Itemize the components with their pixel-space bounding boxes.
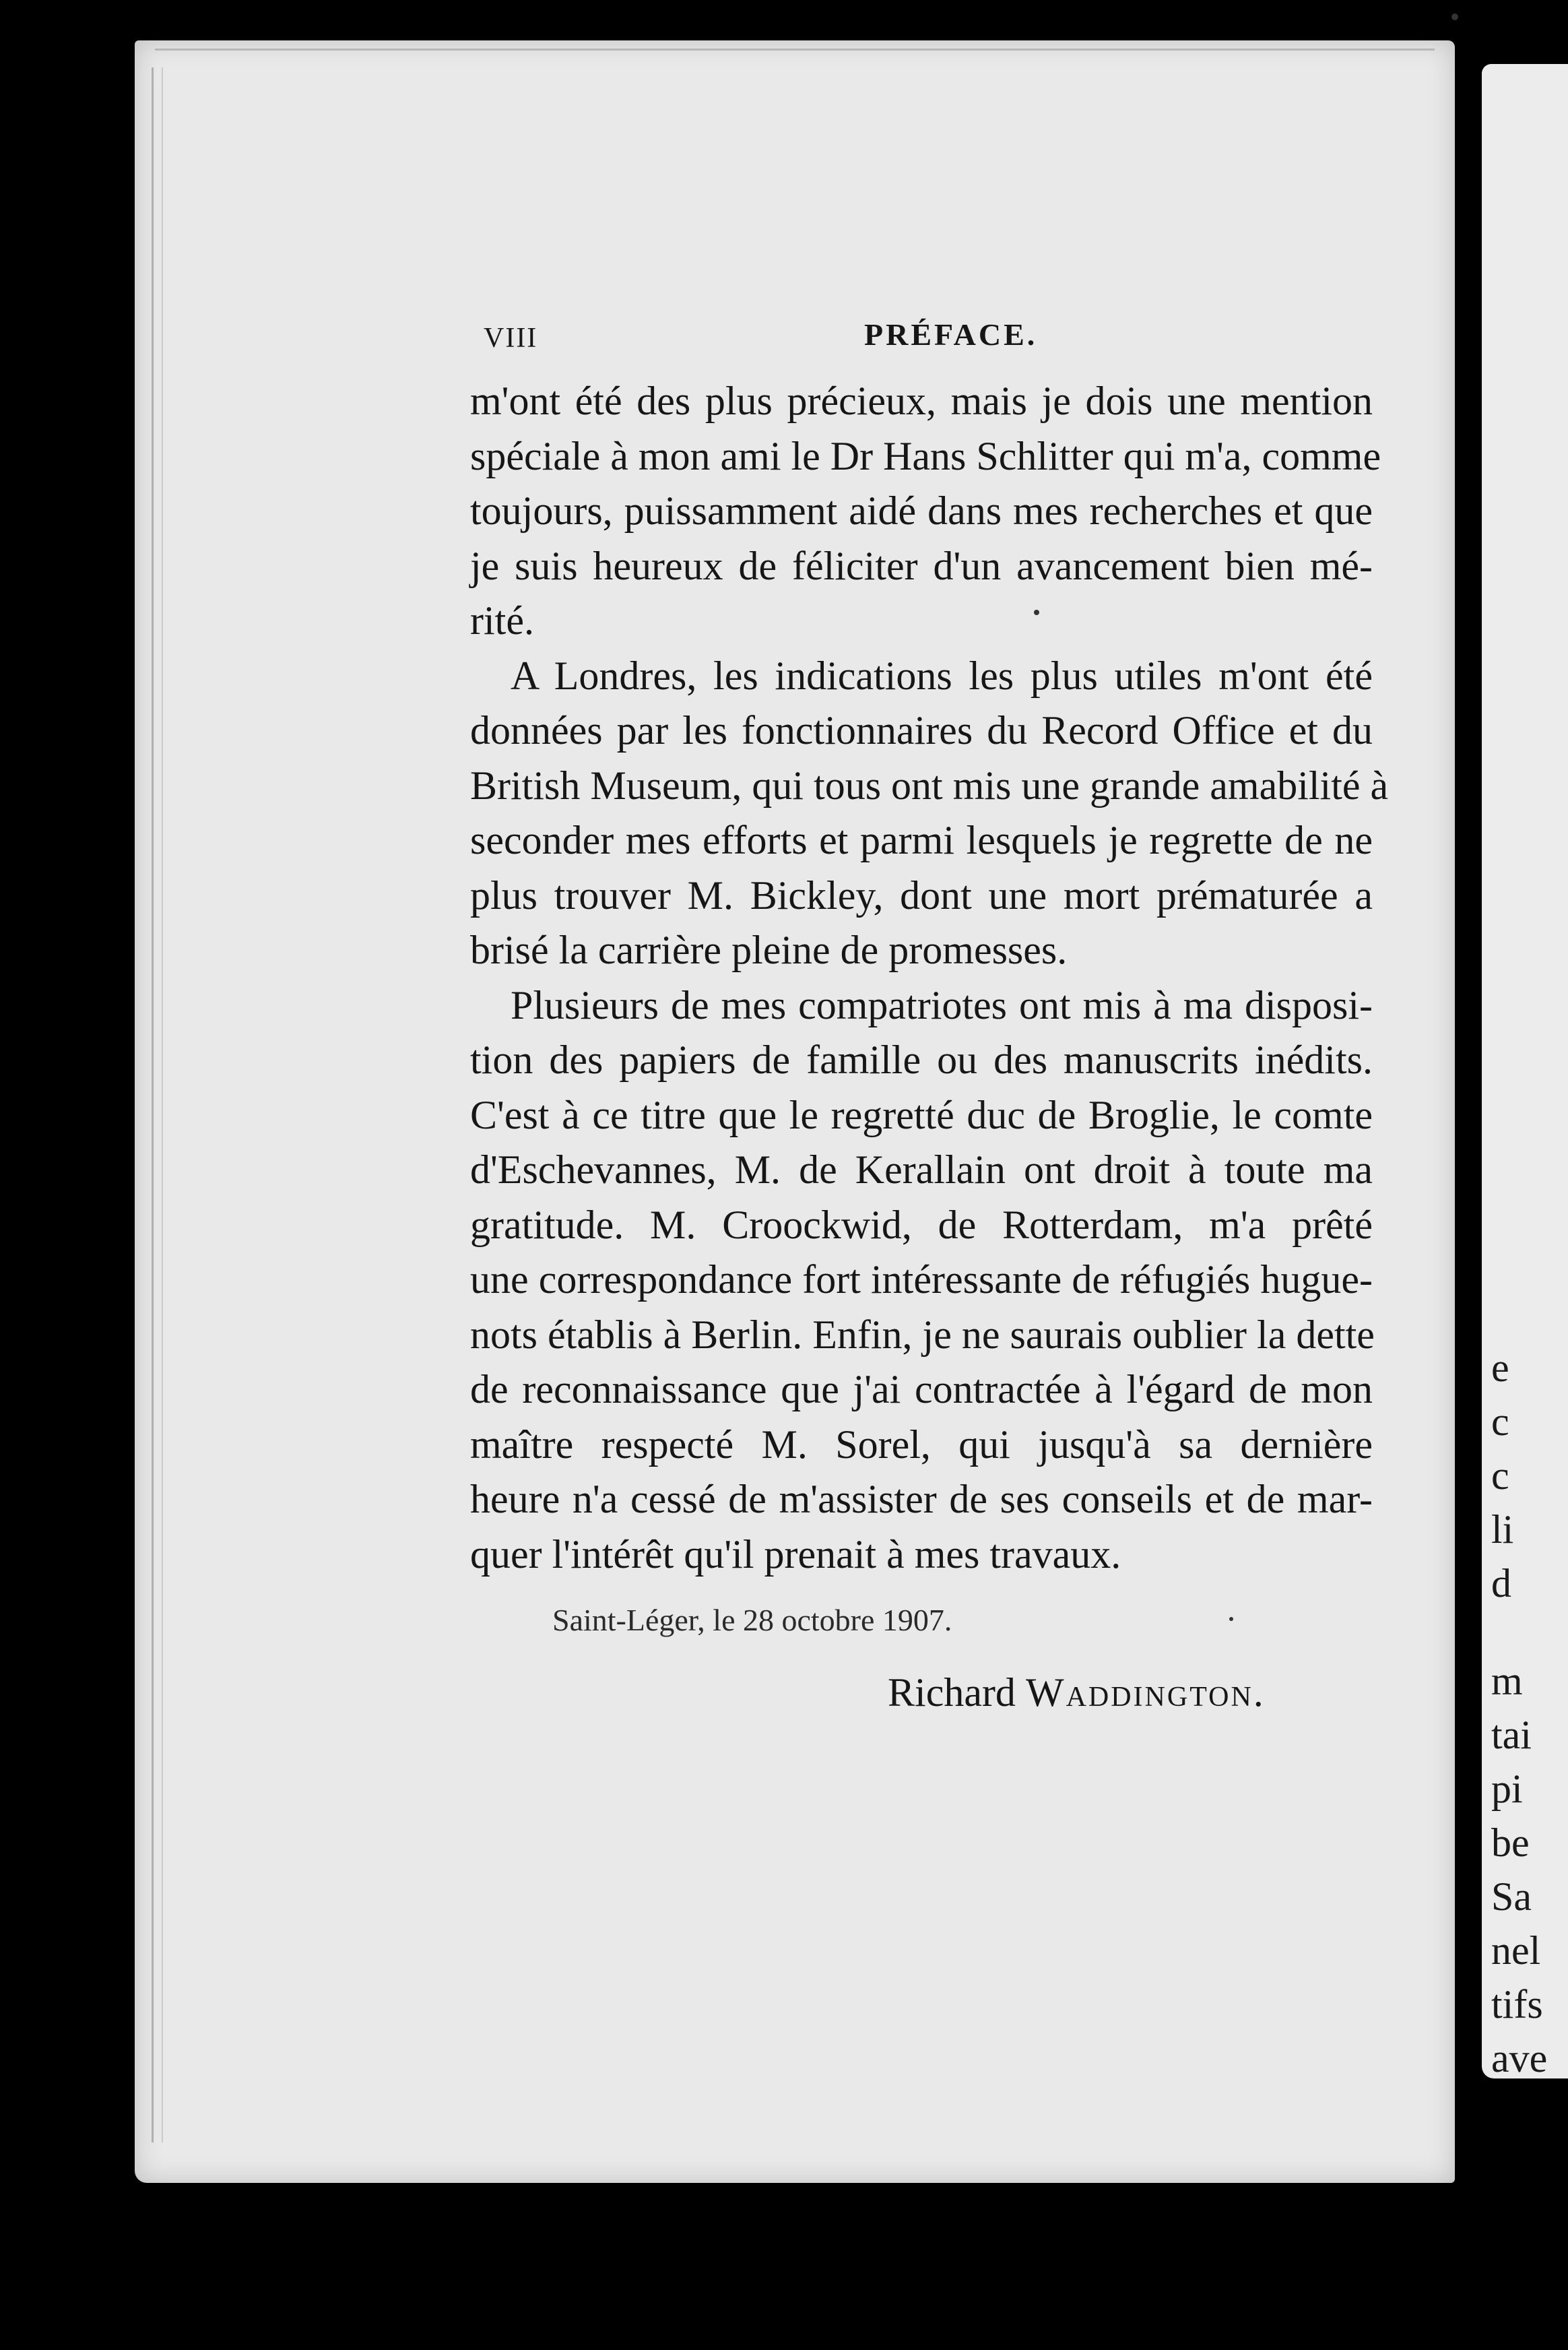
adjacent-fragment: be bbox=[1491, 1820, 1530, 1865]
text-line: Plusieurs de mes compatriotes ont mis à ma disposi- bbox=[511, 982, 1373, 1027]
adjacent-fragment: ave bbox=[1491, 2036, 1548, 2078]
text-line: A Londres, les indications les plus utiles m'ont été bbox=[511, 653, 1373, 698]
text-line: quer l'intérêt qu'il prenait à mes travaux. bbox=[470, 1531, 1121, 1577]
text-line: d'Eschevannes, M. de Kerallain ont droit à toute ma bbox=[470, 1147, 1373, 1192]
text-line: C'est à ce titre que le regretté duc de Broglie, le comte bbox=[470, 1092, 1373, 1137]
page-top-edge bbox=[155, 49, 1435, 56]
scan-speck bbox=[1034, 610, 1039, 615]
text-line: une correspondance fort intéressante de réfugiés hugue- bbox=[470, 1257, 1373, 1302]
text-line: plus trouver M. Bickley, dont une mort prématurée a bbox=[470, 872, 1373, 918]
running-head bbox=[484, 317, 1568, 364]
signature bbox=[888, 1670, 1266, 1716]
text-line: je suis heureux de féliciter d'un avancement bien mé- bbox=[470, 543, 1373, 588]
text-line: nots établis à Berlin. Enfin, je ne saurais oublier la dette bbox=[470, 1312, 1375, 1357]
text-line: tion des papiers de famille ou des manuscrits inédits. bbox=[470, 1038, 1373, 1082]
dateline: Saint-Léger, le 28 octobre 1907. bbox=[552, 1603, 952, 1637]
text-line: maître respecté M. Sorel, qui jusqu'à sa dernière bbox=[470, 1422, 1373, 1467]
text-line: données par les fonctionnaires du Record Office et du bbox=[470, 708, 1373, 753]
adjacent-fragment: Sa bbox=[1491, 1874, 1532, 1919]
text-line: m'ont été des plus précieux, mais je dois une mention bbox=[470, 379, 1373, 423]
scan-speck bbox=[1229, 1617, 1233, 1621]
scan-speck bbox=[1451, 13, 1458, 20]
adjacent-fragment: c bbox=[1491, 1399, 1509, 1444]
adjacent-fragment: e bbox=[1491, 1345, 1509, 1390]
signature-last-name: Waddington. bbox=[1025, 1670, 1266, 1715]
adjacent-fragment: tifs bbox=[1491, 1982, 1543, 2027]
adjacent-fragment: nel bbox=[1491, 1928, 1541, 1973]
adjacent-fragment: pi bbox=[1491, 1767, 1523, 1811]
adjacent-page bbox=[1482, 64, 1568, 2078]
adjacent-fragment: m bbox=[1491, 1659, 1523, 1703]
text-line: British Museum, qui tous ont mis une grande amabilité à bbox=[470, 763, 1389, 808]
page-number: VIII bbox=[484, 323, 538, 354]
text-line: gratitude. M. Croockwid, de Rotterdam, m'a prêté bbox=[470, 1202, 1373, 1247]
preface-body bbox=[470, 374, 1389, 1582]
text-line: brisé la carrière pleine de promesses. bbox=[470, 928, 1068, 972]
text-line: toujours, puissamment aidé dans mes recherches et que bbox=[470, 488, 1373, 533]
text-line: seconder mes efforts et parmi lesquels je regrette de ne bbox=[470, 818, 1373, 862]
adjacent-fragment: d bbox=[1491, 1561, 1511, 1606]
signature-first-name: Richard bbox=[888, 1670, 1016, 1715]
adjacent-fragment: c bbox=[1491, 1453, 1509, 1498]
running-title: PRÉFACE. bbox=[864, 317, 1038, 352]
adjacent-fragment: li bbox=[1491, 1507, 1514, 1552]
text-line: rité. bbox=[470, 598, 534, 643]
text-line: de reconnaissance que j'ai contractée à l'égard de mon bbox=[470, 1367, 1373, 1411]
text-line: heure n'a cessé de m'assister de ses conseils et de mar- bbox=[470, 1477, 1373, 1521]
page-left-edge bbox=[152, 67, 163, 2142]
text-line: spéciale à mon ami le Dr Hans Schlitter qui m'a, comme bbox=[470, 433, 1381, 478]
adjacent-fragment: tai bbox=[1491, 1713, 1532, 1757]
